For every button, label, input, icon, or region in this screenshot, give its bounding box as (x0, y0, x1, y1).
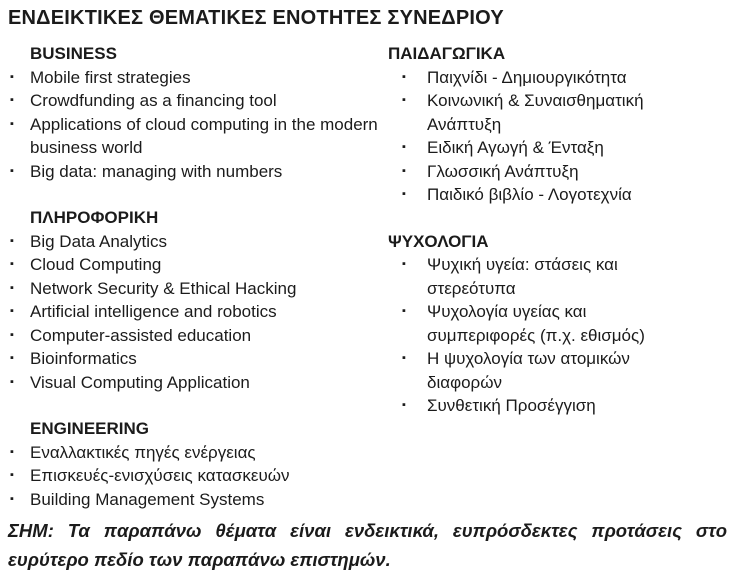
list-item (388, 160, 727, 184)
bullet-square-icon: ▪ (10, 328, 14, 341)
section-heading: ΨΥΧΟΛΟΓΙΑ (388, 231, 489, 251)
bullet-square-icon: ▪ (10, 352, 14, 364)
list-item-text: Παιδικό βιβλίο - Λογοτεχνία (427, 185, 632, 204)
list-item-text: Building Management Systems (30, 489, 265, 509)
list-item (8, 324, 380, 348)
list-item-text: Εναλλακτικές πηγές ενέργειας (30, 442, 256, 462)
list-item (8, 300, 380, 324)
list-item (388, 253, 727, 300)
bullet-square-icon: ▪ (10, 281, 14, 294)
list-item-text: Network Security & Ethical Hacking (30, 278, 297, 298)
bullet-square-icon: ▪ (10, 492, 14, 505)
list-item (388, 394, 727, 418)
section-pedagogy (388, 42, 727, 207)
list-item (388, 89, 727, 136)
bullet-square-icon: ▪ (402, 258, 406, 270)
footnote-line-2: ευρύτερο πεδίο των παραπάνω επιστημών. (8, 548, 391, 570)
bullet-square-icon: ▪ (402, 399, 406, 411)
section-heading: BUSINESS (30, 44, 117, 63)
section-list (388, 66, 727, 207)
bullet-square-icon: ▪ (10, 305, 14, 317)
list-item (8, 441, 380, 465)
right-column (380, 42, 727, 511)
list-item-text: Παιχνίδι - Δημιουργικότητα (427, 67, 627, 87)
bullet-square-icon: ▪ (10, 117, 14, 130)
bullet-square-icon: ▪ (10, 70, 14, 83)
section-informatics (8, 206, 380, 394)
list-item (8, 160, 380, 184)
bullet-square-icon: ▪ (402, 94, 406, 106)
list-item-text: Ψυχολογία υγείας και συμπεριφορές (π.χ. εθισμός) (427, 302, 645, 345)
bullet-square-icon: ▪ (402, 305, 406, 317)
list-item-text: Ειδική Αγωγή & Ένταξη (427, 138, 604, 157)
section-heading: ΠΛΗΡΟΦΟΡΙΚΗ (30, 208, 159, 227)
list-item (388, 183, 727, 207)
section-list (388, 253, 727, 418)
list-item-text: Crowdfunding as a financing tool (30, 91, 277, 110)
list-item (8, 347, 380, 371)
section-list (8, 66, 380, 184)
list-item (8, 277, 380, 301)
section-heading: ENGINEERING (30, 419, 150, 438)
list-item-text: Applications of cloud computing in the modern business world (30, 114, 378, 157)
list-item-text: Bioinformatics (30, 349, 137, 368)
list-item-text: Big Data Analytics (30, 231, 168, 251)
bullet-square-icon: ▪ (10, 234, 14, 247)
list-item (8, 66, 380, 90)
footnote (8, 517, 727, 574)
list-item-text: Η ψυχολογία των ατομικών διαφορών (427, 349, 630, 392)
list-item-text: Mobile first strategies (30, 67, 191, 87)
list-item-text: Cloud Computing (30, 255, 162, 274)
bullet-square-icon: ▪ (10, 258, 14, 270)
footnote-line-1: ΣΗΜ: Τα παραπάνω θέματα είναι ενδεικτικά, ευπρόσδεκτες προτάσεις στο (8, 520, 727, 541)
bullet-square-icon: ▪ (402, 352, 406, 364)
bullet-square-icon: ▪ (402, 141, 406, 153)
list-item-text: Artificial intelligence and robotics (30, 302, 277, 321)
bullet-square-icon: ▪ (10, 164, 14, 177)
list-item (8, 113, 380, 160)
list-item (388, 300, 727, 347)
bullet-square-icon: ▪ (10, 375, 14, 388)
section-engineering (8, 417, 380, 511)
bullet-square-icon: ▪ (402, 188, 406, 200)
list-item (8, 253, 380, 277)
left-column (8, 42, 380, 511)
bullet-square-icon: ▪ (10, 94, 14, 106)
list-item (388, 136, 727, 160)
page-title: ΕΝΔΕΙΚΤΙΚΕΣ ΘΕΜΑΤΙΚΕΣ ΕΝΟΤΗΤΕΣ ΣΥΝΕΔΡΙΟΥ (8, 7, 504, 29)
list-item-text: Ψυχική υγεία: στάσεις και στερεότυπα (427, 255, 618, 298)
list-item (8, 89, 380, 113)
list-item (388, 66, 727, 90)
two-column-layout (8, 42, 727, 511)
list-item (388, 347, 727, 394)
bullet-square-icon: ▪ (10, 445, 14, 458)
section-list (8, 441, 380, 512)
bullet-square-icon: ▪ (10, 469, 14, 481)
list-item (8, 230, 380, 254)
section-heading: ΠΑΙΔΑΓΩΓΙΚΑ (388, 44, 506, 63)
section-list (8, 230, 380, 395)
list-item-text: Visual Computing Application (30, 372, 250, 392)
list-item-text: Κοινωνική & Συναισθηματική Ανάπτυξη (427, 91, 644, 134)
list-item (8, 464, 380, 488)
list-item (8, 371, 380, 395)
section-business (8, 42, 380, 183)
list-item-text: Συνθετική Προσέγγιση (427, 396, 596, 415)
list-item-text: Big data: managing with numbers (30, 161, 283, 181)
bullet-square-icon: ▪ (402, 70, 406, 83)
list-item (8, 488, 380, 512)
list-item-text: Γλωσσική Ανάπτυξη (427, 161, 579, 181)
bullet-square-icon: ▪ (402, 164, 406, 177)
list-item-text: Επισκευές-ενισχύσεις κατασκευών (30, 466, 290, 485)
section-psychology (388, 230, 727, 418)
list-item-text: Computer-assisted education (30, 325, 252, 345)
